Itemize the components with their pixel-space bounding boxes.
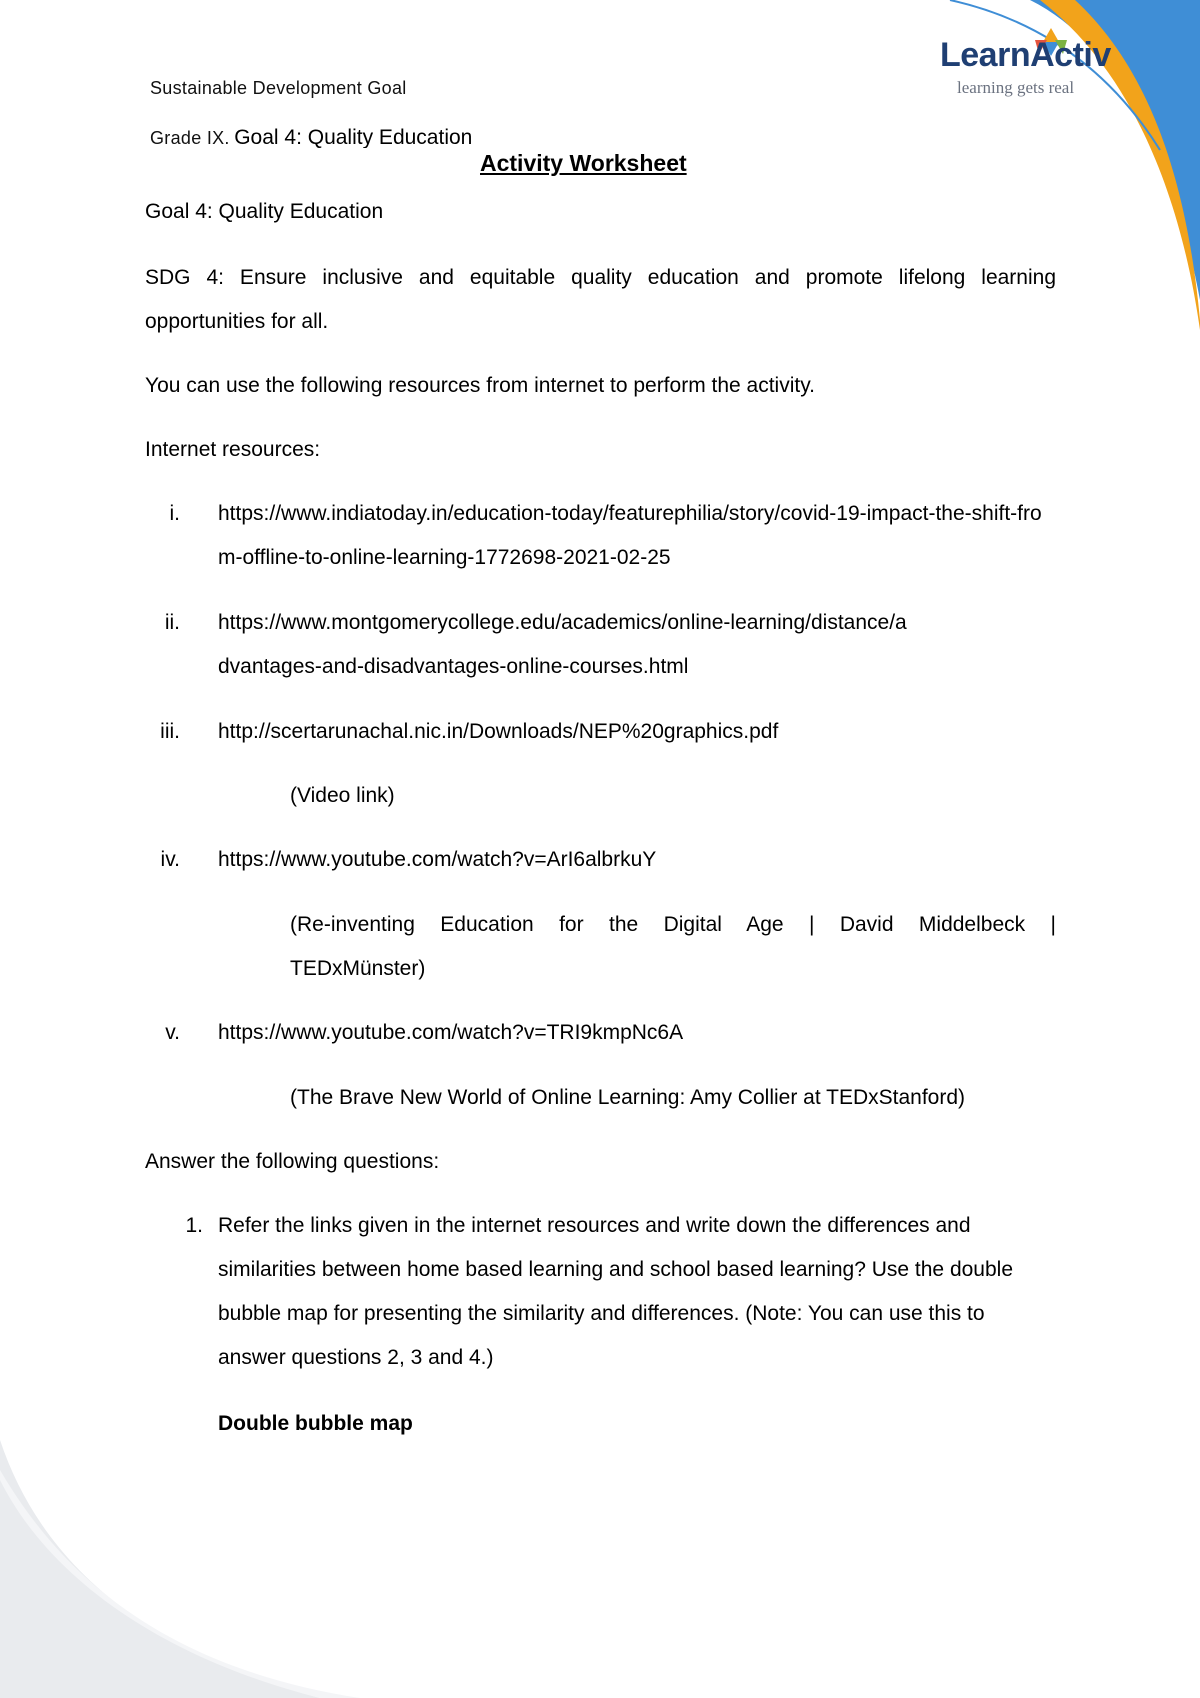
logo-brand-right: ctiv (1054, 36, 1111, 74)
resource-link-scert[interactable]: http://scertarunachal.nic.in/Downloads/NEP%20graphics.pdf (218, 720, 779, 743)
resource-marker: ii. (164, 611, 180, 634)
resource-link-youtube-2[interactable]: https://www.youtube.com/watch?v=TRI9kmpNc6A (218, 1021, 684, 1044)
logo-tagline: learning gets real (957, 78, 1075, 97)
resources-heading: Internet resources: (145, 438, 321, 461)
questions-heading: Answer the following questions: (145, 1150, 440, 1173)
resource-link-indiatoday[interactable]: https://www.indiatoday.in/education-today/featurephilia/story/covid-19-impact-the-shift-from-offline-to-online-learning-1772698-2021-02-25 (218, 502, 1042, 569)
resource-marker: v. (165, 1021, 180, 1044)
resource-marker: i. (169, 502, 180, 525)
question-1-text: Refer the links given in the internet resources and write down the differences and similarities between home based learning and school based learning? Use the double bubble map for presenting the similarity and differences. (Note: You can use this to answer questions 2, 3 and 4.) (218, 1214, 1014, 1369)
header-line-1: Sustainable Development Goal (150, 78, 407, 98)
header-line-2 (150, 126, 472, 148)
intro-text: You can use the following resources from internet to perform the activity. (145, 374, 816, 397)
document-title: Activity Worksheet (480, 150, 687, 176)
header-grade: Grade IX. (150, 128, 230, 148)
double-bubble-map-heading: Double bubble map (218, 1412, 413, 1435)
resource-link-montgomery[interactable]: https://www.montgomerycollege.edu/academics/online-learning/distance/advantages-and-disadvantages-online-courses.html (218, 611, 907, 678)
bottom-left-grey-swoosh (0, 1440, 320, 1698)
resource-link-youtube-1[interactable]: https://www.youtube.com/watch?v=ArI6albrkuY (218, 848, 657, 871)
resource-marker: iii. (160, 720, 180, 743)
question-marker: 1. (185, 1214, 203, 1237)
goal-line: Goal 4: Quality Education (145, 200, 384, 223)
resource-note: (Video link) (290, 784, 395, 807)
learnactiv-logo: LearnActiv learning gets real (940, 26, 1120, 106)
sdg-statement: SDG 4: Ensure inclusive and equitable quality education and promote lifelong learning opportunities for all. (145, 266, 1056, 333)
resource-marker: iv. (160, 848, 180, 871)
logo-brand-left: Learn (940, 36, 1031, 74)
resource-note: (The Brave New World of Online Learning: Amy Collier at TEDxStanford) (290, 1086, 966, 1109)
header-goal: Goal 4: Quality Education (234, 126, 473, 148)
resource-note: (Re-inventing Education for the Digital Age | David Middelbeck | TEDxMünster) (290, 913, 1056, 980)
